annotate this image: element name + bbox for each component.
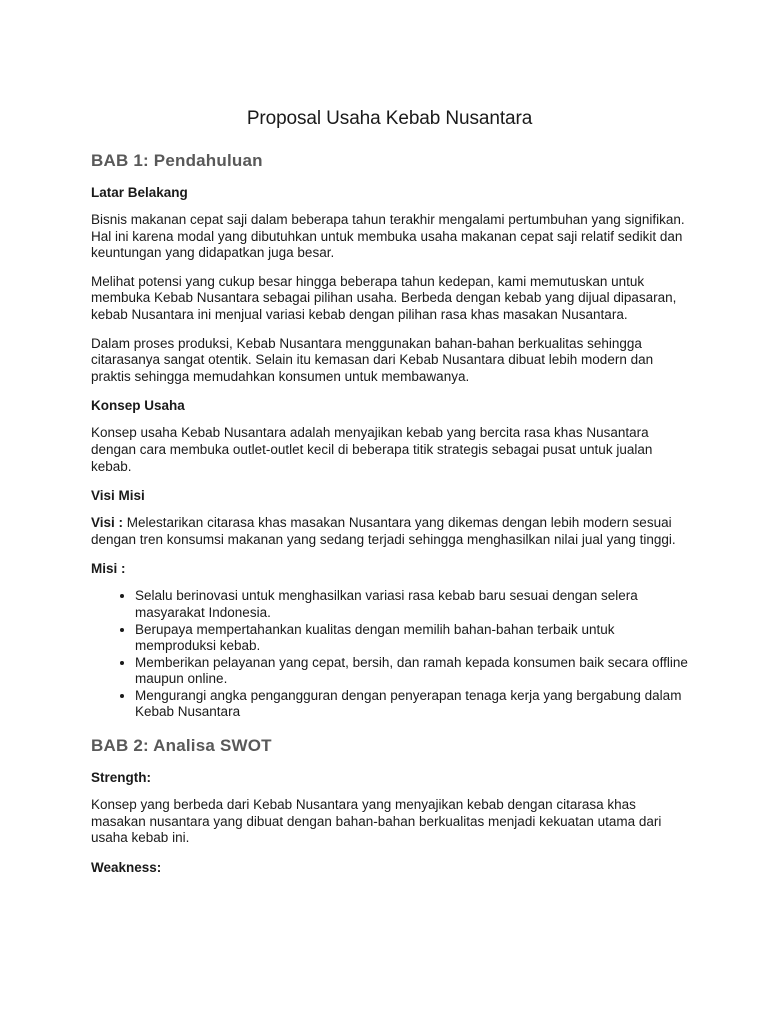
strength-heading: Strength:	[91, 770, 151, 786]
latar-paragraph-2: Melihat potensi yang cukup besar hingga beberapa tahun kedepan, kami memutuskan untuk membuka Kebab Nusantara sebagai pilihan usaha. Berbeda dengan kebab yang dijual dipasaran, kebab Nusantara ini menjual variasi kebab dengan pilihan rasa khas masakan Nusantara.	[91, 273, 677, 322]
list-item: • Selalu berinovasi untuk menghasilkan variasi rasa kebab baru sesuai dengan selera masyarakat Indonesia.	[135, 588, 688, 621]
visi-misi-heading: Visi Misi	[91, 488, 145, 504]
weakness-heading: Weakness:	[91, 859, 162, 875]
visi-label: Visi :	[91, 515, 124, 531]
latar-belakang-heading: Latar Belakang	[91, 185, 188, 200]
latar-paragraph-1: Bisnis makanan cepat saji dalam beberapa tahun terakhir mengalami pertumbuhan yang signifikan. Hal ini karena modal yang dibutuhkan untuk membuka usaha makanan cepat saji relatif sedikit dan keuntungan yang didapatkan juga besar.	[91, 212, 685, 261]
list-item: • Berupaya mempertahankan kualitas dengan memilih bahan-bahan terbaik untuk memproduksi kebab.	[135, 622, 688, 655]
visi-paragraph	[91, 515, 688, 548]
list-item: • Memberikan pelayanan yang cepat, bersih, dan ramah kepada konsumen baik secara offline maupun online.	[135, 655, 688, 688]
misi-list	[91, 588, 688, 721]
visi-text: Melestarikan citarasa khas masakan Nusantara yang dikemas dengan lebih modern sesuai dengan tren konsumsi makanan yang sedang terjadi sehingga menghasilkan nilai jual yang tinggi.	[91, 515, 676, 547]
bab2-heading: BAB 2: Analisa SWOT	[91, 736, 272, 756]
strength-paragraph: Konsep yang berbeda dari Kebab Nusantara yang menyajikan kebab dengan citarasa khas masakan nusantara yang dibuat dengan bahan-bahan berkualitas menjadi kekuatan utama dari usaha kebab ini.	[91, 797, 662, 846]
bab1-heading: BAB 1: Pendahuluan	[91, 151, 263, 170]
konsep-paragraph: Konsep usaha Kebab Nusantara adalah menyajikan kebab yang bercita rasa khas Nusantara dengan cara membuka outlet-outlet kecil di beberapa titik strategis sebagai pusat untuk jualan kebab.	[91, 425, 653, 474]
list-item: • Mengurangi angka pengangguran dengan penyerapan tenaga kerja yang bergabung dalam Kebab Nusantara	[135, 688, 688, 721]
latar-paragraph-3: Dalam proses produksi, Kebab Nusantara menggunakan bahan-bahan berkualitas sehingga citarasanya sangat otentik. Selain itu kemasan dari Kebab Nusantara dibuat lebih modern dan praktis sehingga memudahkan konsumen untuk membawanya.	[91, 335, 654, 384]
misi-label: Misi :	[91, 561, 126, 577]
document-title: Proposal Usaha Kebab Nusantara	[246, 108, 533, 129]
konsep-usaha-heading: Konsep Usaha	[91, 398, 185, 414]
